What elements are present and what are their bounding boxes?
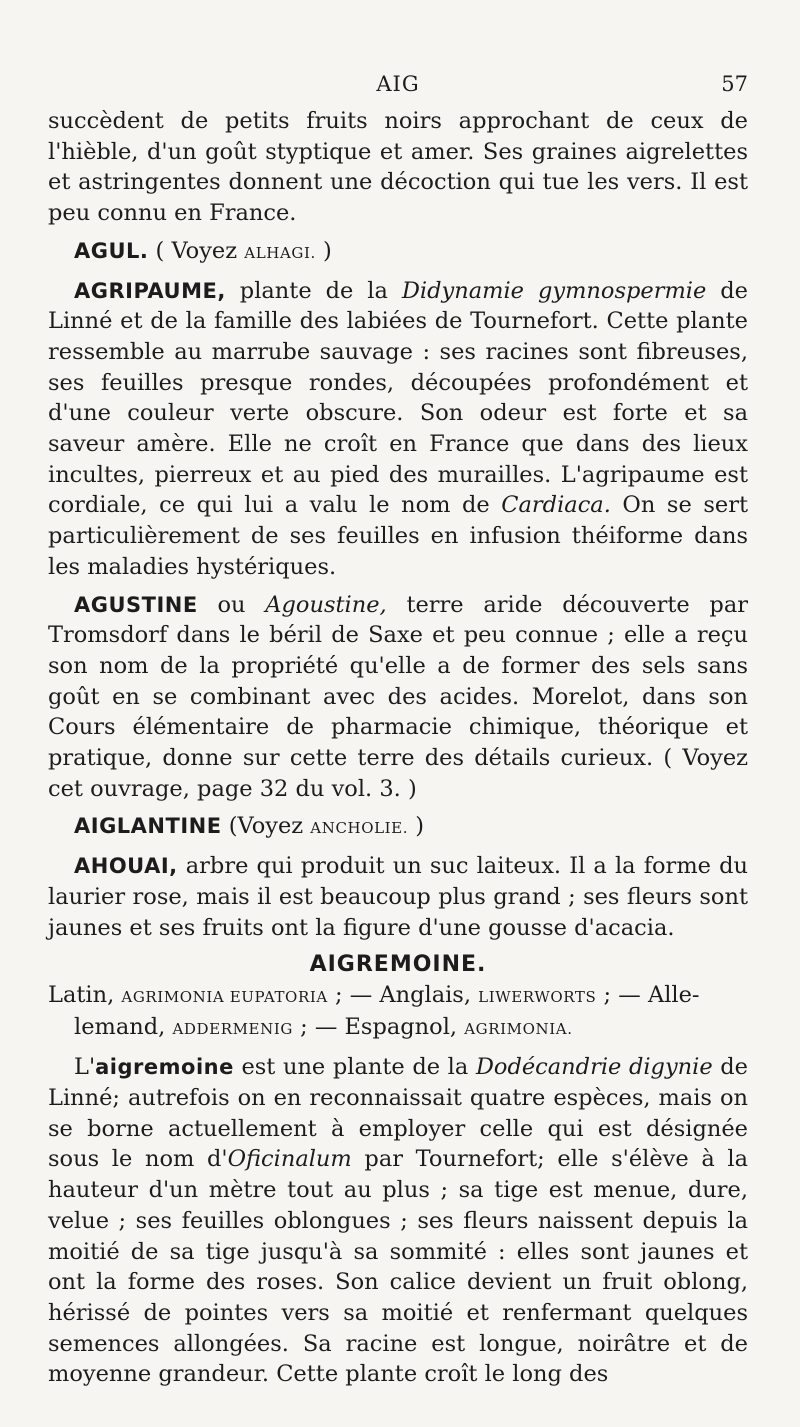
agul-text-before: ( Voyez bbox=[148, 237, 245, 264]
entry-aiglantine bbox=[48, 811, 748, 844]
agustine-text-1: ou bbox=[197, 591, 266, 618]
aiglantine-text-after: ) bbox=[408, 813, 425, 840]
syn-sep-1: ; — Anglais, bbox=[327, 982, 479, 1009]
syn-english: LIWERWORTS bbox=[478, 988, 597, 1007]
headword-aigremoine: aigremoine bbox=[95, 1055, 234, 1080]
aigremoine-text-3: par Tournefort; elle s'élève à la hauteur d'un mètre tout au plus ; sa tige est menue, dure, velue ; ses feuilles oblongues ; ses fleurs naissent depuis la moitié de sa tige jusqu'à sa sommité : elles sont jaunes et ont la forme des roses. Son calice devient un fruit oblong, hérissé de pointes vers sa moitié et renfermant quelques semences allongées. Sa racine est longue, noirâtre et de moyenne grandeur. Cette plante croît le long des bbox=[48, 1146, 749, 1388]
entry-aigremoine bbox=[48, 1052, 748, 1390]
aigremoine-italic-1: Dodécandrie digynie bbox=[475, 1054, 713, 1081]
synonyms-block bbox=[48, 980, 748, 1044]
page-number: 57 bbox=[721, 72, 748, 96]
agripaume-text-1: plante de la bbox=[225, 277, 402, 304]
agul-reference: ALHAGI. bbox=[244, 243, 316, 262]
headword-ahouai: AHOUAI, bbox=[74, 854, 178, 879]
running-title: AIG bbox=[376, 72, 420, 96]
aigremoine-prefix: L' bbox=[74, 1054, 96, 1081]
aigremoine-italic-2: Oficinalum bbox=[227, 1146, 352, 1173]
agustine-text-2: terre aride découverte par Tromsdorf dans le béril de Saxe et peu connue ; elle a reçu son nom de la propriété qu'elle a de former des sels sans goût en se combinant avec des acides. Morelot, dans son Cours élémentaire de pharmacie chimique, théorique et pratique, donne sur cette terre des détails curieux. ( Voyez cet ouvrage, page 32 du vol. 3. ) bbox=[48, 591, 749, 802]
entry-agripaume bbox=[48, 276, 748, 583]
syn-line2-start: lemand, bbox=[74, 1014, 173, 1041]
agripaume-text-2: de Linné et de la famille des labiées de Tournefort. Cette plante ressemble au marrube sauvage : ses racines sont fibreuses, ses feuilles presque rondes, découpées profondément et d'une couleur verte obscure. Son odeur est forte et sa saveur amère. Elle ne croît en France que dans des lieux incultes, pierreux et au pied des murailles. L'agripaume est cordiale, ce qui lui a valu le nom de bbox=[48, 277, 748, 519]
agustine-italic-1: Agoustine, bbox=[265, 591, 387, 618]
entry-agul bbox=[48, 236, 748, 269]
syn-spanish: AGRIMONIA. bbox=[464, 1020, 573, 1039]
aigremoine-text-1: est une plante de la bbox=[233, 1054, 476, 1081]
agripaume-text-3: On se sert particulièrement de ses feuilles en infusion théiforme dans les maladies hystériques. bbox=[48, 492, 748, 580]
agripaume-italic-2: Cardiaca. bbox=[501, 492, 611, 519]
entry-ahouai bbox=[48, 851, 748, 943]
syn-sep-2: ; — Alle- bbox=[596, 982, 700, 1009]
agripaume-italic-1: Didynamie gymnospermie bbox=[401, 277, 707, 304]
entry-agustine bbox=[48, 590, 748, 805]
aiglantine-text-before: (Voyez bbox=[221, 813, 311, 840]
section-title: AIGREMOINE. bbox=[309, 952, 487, 978]
body-text bbox=[48, 106, 748, 1390]
headword-agustine: AGUSTINE bbox=[74, 592, 198, 617]
ahouai-text: arbre qui produit un suc laiteux. Il a la forme du laurier rose, mais il est beaucoup plus grand ; ses fleurs sont jaunes et ses fruits ont la figure d'une gousse d'acacia. bbox=[48, 853, 748, 941]
headword-aiglantine: AIGLANTINE bbox=[74, 814, 222, 839]
syn-sep-3: ; — Espagnol, bbox=[292, 1014, 465, 1041]
intro-paragraph: succèdent de petits fruits noirs approchant de ceux de l'hièble, d'un goût styptique et amer. Ses graines aigrelettes et astringentes donnent une décoction qui tue les vers. Il est peu connu en France. bbox=[48, 108, 748, 227]
aiglantine-reference: ANCHOLIE. bbox=[310, 819, 409, 838]
syn-german: ADDERMENIG bbox=[172, 1020, 293, 1039]
agul-text-after: ) bbox=[315, 237, 332, 264]
aigremoine-text-2: de Linné; autrefois on en reconnaissait quatre espèces, mais on se borne actuellement à employer celle qui est désignée sous le nom d' bbox=[48, 1054, 748, 1173]
synonyms-line-2 bbox=[48, 1012, 748, 1044]
headword-agul: AGUL. bbox=[74, 238, 149, 263]
headword-agripaume: AGRIPAUME, bbox=[74, 278, 226, 303]
running-head bbox=[48, 72, 748, 106]
syn-latin-label: Latin, bbox=[48, 982, 122, 1009]
syn-latin: AGRIMONIA EUPATORIA bbox=[121, 988, 328, 1007]
